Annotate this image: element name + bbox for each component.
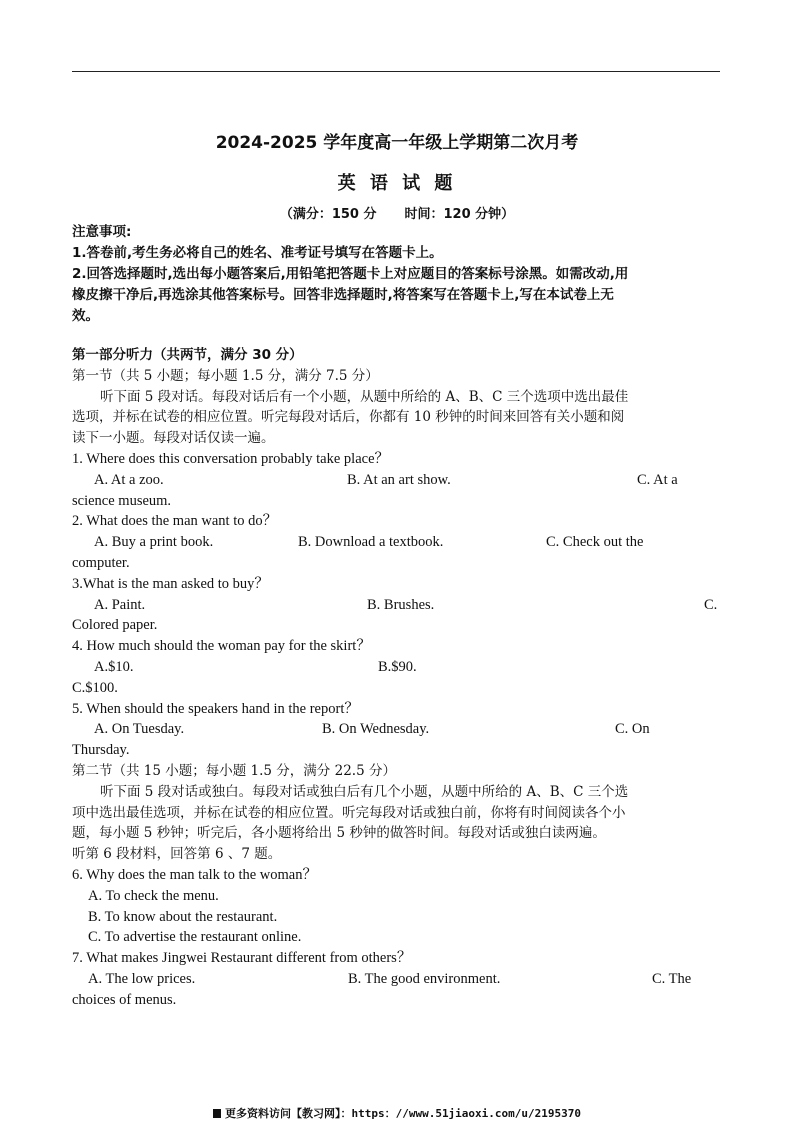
section2-instr-line-1: 听下面 5 段对话或独白。每段对话或独白后有几个小题，从题中所给的 A、B、C 三个选 — [100, 783, 629, 800]
question-4-option-c: C.$100. — [72, 679, 118, 696]
question-5-option-c-wrap: Thursday. — [72, 742, 130, 759]
question-6-option-b: B. To know about the restaurant. — [88, 908, 278, 925]
section2-instr-line-2: 项中选出最佳选项，并标在试卷的相应位置。听完每段对话或独白前，你将有时间阅读各个小 — [72, 804, 626, 821]
section1-instr-line-2: 选项，并标在试卷的相应位置。听完每段对话后，你都有 10 秒钟的时间来回答有关小题和阅 — [72, 409, 625, 426]
question-4-option-b: B.$90. — [378, 658, 417, 675]
question-4-options — [72, 657, 722, 678]
question-5-option-c: C. On — [615, 721, 650, 738]
section2-instr-line-3: 题，每小题 5 秒钟；听完后，各小题将给出 5 秒钟的做答时间。每段对话或独白读两遍。 — [72, 825, 606, 842]
notes-heading: 注意事项: — [72, 224, 132, 240]
question-1-option-a: A. At a zoo. — [94, 471, 164, 488]
question-3-option-a: A. Paint. — [94, 596, 146, 613]
exam-subject: 英 语 试 题 — [337, 173, 457, 194]
question-5-option-b: B. On Wednesday. — [322, 721, 430, 738]
flag-icon — [213, 1109, 221, 1118]
notes-item-1: 1.答卷前,考生务必将自己的姓名、准考证号填写在答题卡上。 — [72, 245, 443, 261]
question-2-option-c: C. Check out the — [546, 534, 644, 551]
question-4: 4. How much should the woman pay for the skirt？ — [72, 638, 371, 655]
question-7-option-c-wrap: choices of menus. — [72, 991, 177, 1008]
question-3-option-c: C. — [704, 596, 718, 613]
question-1: 1. Where does this conversation probably take place？ — [72, 450, 390, 467]
section2-title: 第二节（共 15 小题；每小题 1.5 分，满分 22.5 分） — [72, 762, 396, 779]
section1-instr-line-3: 读下一小题。每段对话仅读一遍。 — [72, 430, 275, 447]
question-3-options — [72, 595, 722, 616]
section1-instr-line-1: 听下面 5 段对话。每段对话后有一个小题，从题中所给的 A、B、C 三个选项中选出最佳 — [100, 388, 629, 405]
part1-title: 第一部分听力（共两节，满分 30 分） — [72, 347, 303, 363]
question-7-option-a: A. The low prices. — [88, 970, 196, 987]
time-info: 时间：120 分钟） — [404, 207, 515, 222]
notes-item-2-line-2: 橡皮擦干净后,再选涂其他答案标号。回答非选择题时,将答案写在答题卡上,写在本试卷上无 — [72, 287, 614, 303]
question-5: 5. When should the speakers hand in the report？ — [72, 700, 359, 717]
listening-part — [72, 345, 722, 1011]
question-1-option-c: C. At a — [637, 471, 678, 488]
question-2-option-b: B. Download a textbook. — [298, 534, 444, 551]
footer-link-text[interactable]: 更多资料访问【教习网】：https：//www.51jiaoxi.com/u/2195370 — [224, 1107, 582, 1120]
question-7-options — [72, 969, 722, 990]
question-6-option-a: A. To check the menu. — [88, 887, 219, 904]
question-1-option-b: B. At an art show. — [347, 471, 451, 488]
question-2-option-a: A. Buy a print book. — [94, 534, 214, 551]
score-info: （满分：150 分 — [279, 207, 377, 222]
section1-title: 第一节（共 5 小题；每小题 1.5 分，满分 7.5 分） — [72, 367, 379, 384]
exam-meta — [0, 203, 794, 222]
question-7-option-c: C. The — [652, 970, 692, 987]
question-3-option-c-wrap: Colored paper. — [72, 617, 158, 634]
question-1-options — [72, 470, 722, 491]
notes-item-2-line-1: 2.回答选择题时,选出每小题答案后,用铅笔把答题卡上对应题目的答案标号涂黑。如需改动,用 — [72, 266, 629, 282]
question-1-option-c-wrap: science museum. — [72, 492, 172, 509]
material-6-heading: 听第 6 段材料，回答第 6 、7 题。 — [72, 846, 282, 863]
question-6: 6. Why does the man talk to the woman？ — [72, 866, 317, 883]
top-rule — [72, 71, 720, 72]
question-2-options — [72, 532, 722, 553]
question-3: 3.What is the man asked to buy？ — [72, 575, 269, 592]
notes-item-2-line-3: 效。 — [72, 308, 99, 324]
question-2: 2. What does the man want to do？ — [72, 513, 278, 530]
footer — [0, 1105, 794, 1121]
question-5-option-a: A. On Tuesday. — [94, 721, 185, 738]
notes-block — [72, 222, 724, 327]
question-7: 7. What makes Jingwei Restaurant different from others？ — [72, 950, 412, 967]
question-6-option-c: C. To advertise the restaurant online. — [88, 929, 302, 946]
question-7-option-b: B. The good environment. — [348, 970, 501, 987]
exam-title: 2024-2025 学年度高一年级上学期第二次月考 — [215, 133, 579, 153]
question-3-option-b: B. Brushes. — [367, 596, 435, 613]
question-4-option-a: A.$10. — [94, 658, 134, 675]
question-5-options — [72, 719, 722, 740]
question-2-option-c-wrap: computer. — [72, 554, 130, 571]
